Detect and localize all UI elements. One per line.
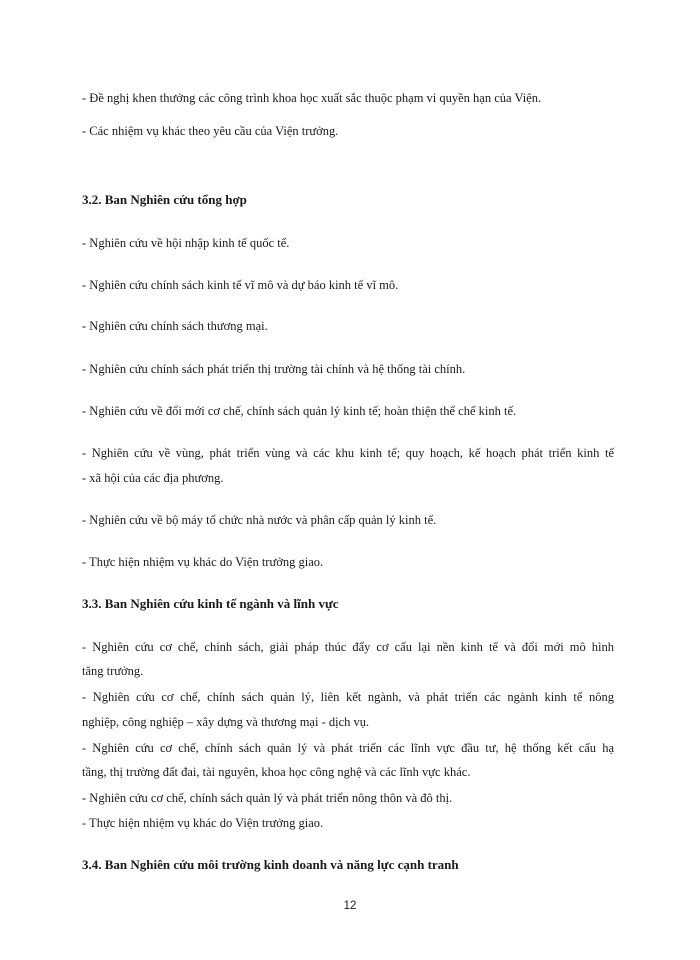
list-item: - Nghiên cứu cơ chế, chính sách quản lý và phát triển các lĩnh vực đầu tư, hệ thống kết cấu hạ bbox=[82, 741, 614, 755]
list-item: - Nghiên cứu chính sách phát triển thị trường tài chính và hệ thống tài chính. bbox=[82, 362, 466, 376]
list-item: - Nghiên cứu chính sách kinh tế vĩ mô và dự báo kinh tế vĩ mô. bbox=[82, 278, 399, 292]
list-item: - Nghiên cứu cơ chế, chính sách quản lý và phát triển nông thôn và đô thị. bbox=[82, 791, 453, 805]
list-item: - Nghiên cứu về vùng, phát triển vùng và các khu kinh tế; quy hoạch, kế hoạch phát triển kinh tế bbox=[82, 446, 614, 460]
list-item-continuation: tăng trưởng. bbox=[82, 664, 144, 678]
list-item: - Nghiên cứu cơ chế, chính sách, giải pháp thúc đẩy cơ cấu lại nền kinh tế và đổi mới mô hình bbox=[82, 640, 614, 654]
paragraph: - Các nhiệm vụ khác theo yêu cầu của Viện trưởng. bbox=[82, 124, 339, 138]
list-item: - Thực hiện nhiệm vụ khác do Viện trưởng giao. bbox=[82, 555, 324, 569]
list-item: - Nghiên cứu chính sách thương mại. bbox=[82, 319, 268, 333]
list-item-continuation: - xã hội của các địa phương. bbox=[82, 471, 224, 485]
paragraph: - Đề nghị khen thưởng các công trình khoa học xuất sắc thuộc phạm vi quyền hạn của Viện. bbox=[82, 91, 542, 105]
section-heading-3-3: 3.3. Ban Nghiên cứu kinh tế ngành và lĩnh vực bbox=[82, 596, 339, 611]
list-item: - Nghiên cứu về đổi mới cơ chế, chính sách quản lý kinh tế; hoàn thiện thể chế kinh tế. bbox=[82, 404, 517, 418]
list-item: - Nghiên cứu về bộ máy tổ chức nhà nước và phân cấp quản lý kinh tế. bbox=[82, 513, 437, 527]
list-item: - Nghiên cứu cơ chế, chính sách quản lý, liên kết ngành, và phát triển các ngành kinh tế nông bbox=[82, 690, 614, 704]
list-item-continuation: tầng, thị trường đất đai, tài nguyên, khoa học công nghệ và các lĩnh vực khác. bbox=[82, 765, 471, 779]
list-item: - Nghiên cứu về hội nhập kinh tế quốc tế. bbox=[82, 236, 290, 250]
section-heading-3-2: 3.2. Ban Nghiên cứu tổng hợp bbox=[82, 192, 247, 207]
list-item-continuation: nghiệp, công nghiệp – xây dựng và thương mại - dịch vụ. bbox=[82, 715, 370, 729]
page-number: 12 bbox=[343, 900, 357, 912]
section-heading-3-4: 3.4. Ban Nghiên cứu môi trường kinh doanh và năng lực cạnh tranh bbox=[82, 857, 459, 872]
list-item: - Thực hiện nhiệm vụ khác do Viện trưởng giao. bbox=[82, 816, 324, 830]
